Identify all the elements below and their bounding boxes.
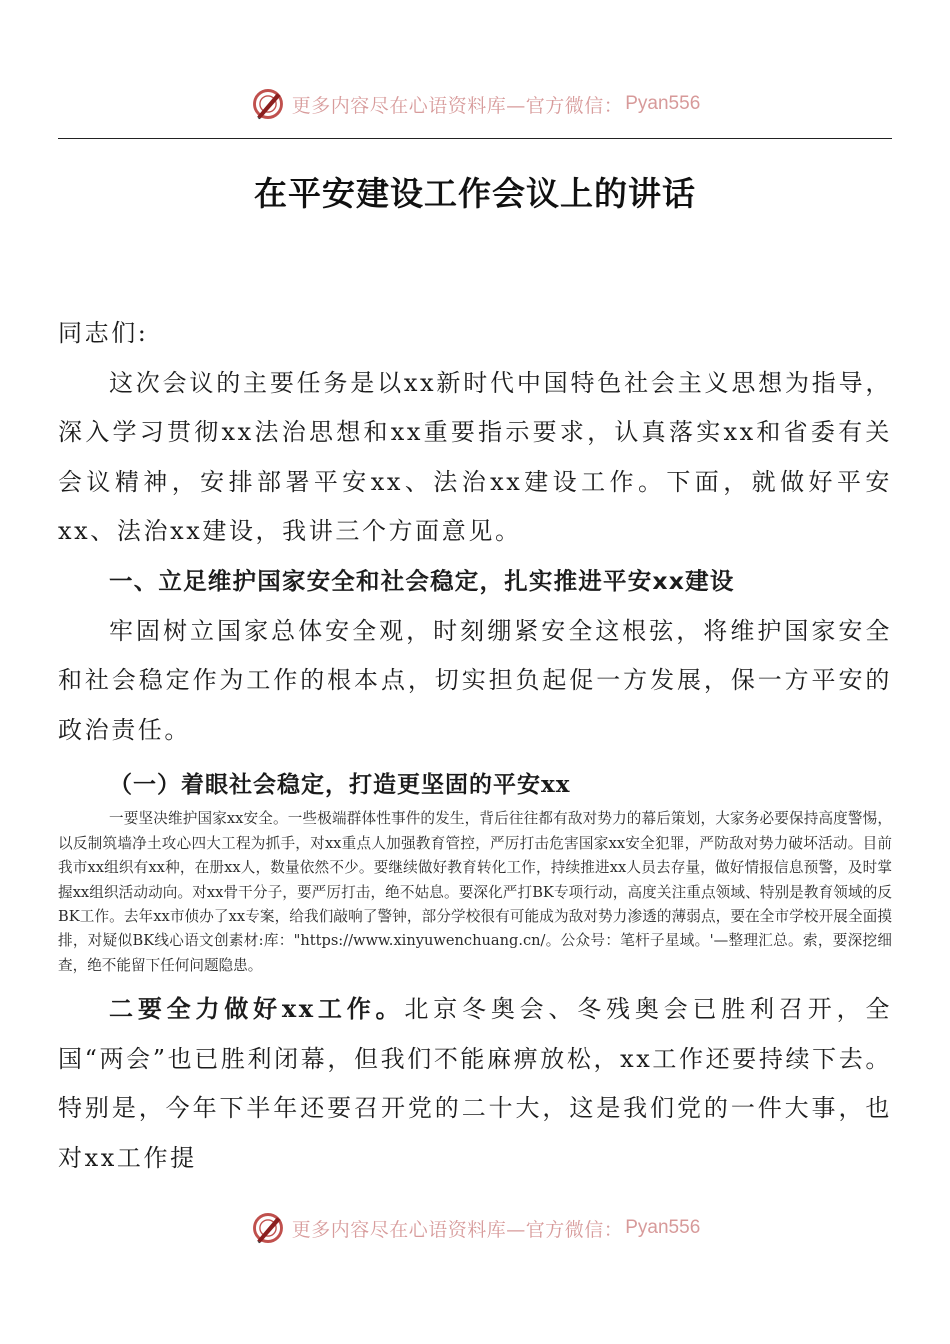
point-2-paragraph [58,984,892,1183]
section-heading-1: 一、立足维护国家安全和社会稳定，扎实推进平安xx建设 [109,566,735,595]
salutation: 同志们: [58,319,149,347]
pen-circle-logo-icon [250,1210,286,1246]
intro-paragraph: 这次会议的主要任务是以xx新时代中国特色社会主义思想为指导，深入学习贯彻xx法治思想和xx重要指示要求，认真落实xx和省委有关会议精神，安排部署平安xx、法治xx建设工作。下面，就做好平安xx、法治xx建设，我讲三个方面意见。 [58,368,892,546]
watermark-wechat-id: Pyan556 [625,93,701,114]
section-1-paragraph: 牢固树立国家总体安全观，时刻绷紧安全这根弦，将维护国家安全和社会稳定作为工作的根本点，切实担负起促一方发展，保一方平安的政治责任。 [58,616,892,744]
footer-watermark [0,1206,950,1250]
document-body [58,309,892,1184]
watermark-text: 更多内容尽在心语资料库—官方微信： [291,1218,624,1241]
subsection-heading-1: （一）着眼社会稳定，打造更坚固的平安xx [109,771,571,799]
small-print-paragraph: 一要坚决维护国家xx安全。一些极端群体性事件的发生，背后往往都有敌对势力的幕后策划，大家务必要保持高度警惕，以反制筑墙净土攻心四大工程为抓手，对xx重点人加强教育管控，严厉打击危害国家xx安全犯罪，严防敌对势力破坏活动。目前我市xx组织有xx种，在册xx人，数量依然不少。要继续做好教育转化工作，持续推进xx人员去存量，做好情报信息预警，及时掌握xx组织活动动向。对xx骨干分子，要严厉打击，绝不姑息。要深化严打BK专项行动，高度关注重点领域、特别是教育领域的反BK工作。去年xx市侦办了xx专案，给我们敲响了警钟，部分学校很有可能成为敌对势力渗透的薄弱点，要在全市学校开展全面摸排，对疑似BK线心语文创素材:库："https://www.xinyuwenchuang.cn/。公众号：笔杆子星域。'—整理汇总。索，要深挖细查，绝不能留下任何问题隐患。 [58,810,892,974]
watermark-text: 更多内容尽在心语资料库—官方微信： [291,94,624,117]
header-watermark [0,82,950,126]
point-2-text: 北京冬奥会、冬残奥会已胜利召开，全国“两会”也已胜利闭幕，但我们不能麻痹放松，xx工作还要持续下去。特别是，今年下半年还要召开党的二十大，这是我们党的一件大事，也对xx工作提 [58,995,893,1172]
header-rule [58,138,892,139]
point-2-lead: 二要全力做好xx工作。 [109,994,405,1024]
page-title: 在平安建设工作会议上的讲话 [254,174,696,213]
pen-circle-logo-icon [250,86,286,122]
watermark-wechat-id: Pyan556 [625,1217,701,1238]
